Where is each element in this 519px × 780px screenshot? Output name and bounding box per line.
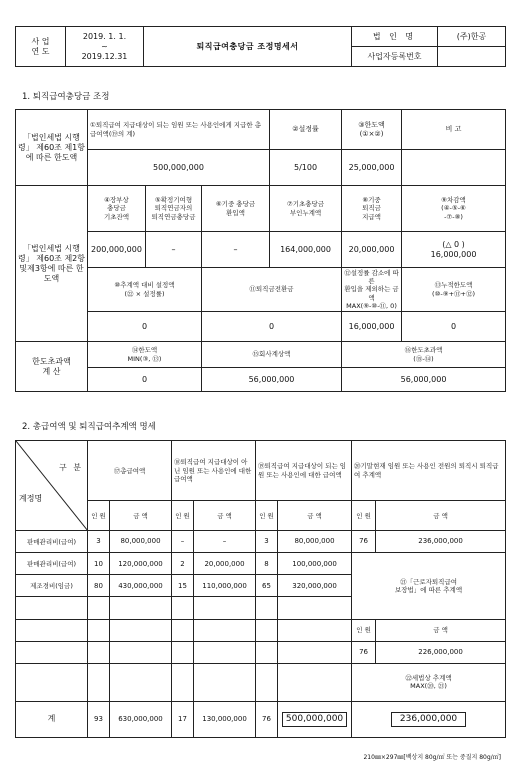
- b-value-13: 0: [402, 312, 506, 342]
- row-c17-people: 3: [88, 531, 110, 553]
- b-header-4: ④장부상 충당금 기초잔액: [88, 186, 146, 232]
- b-value-11: 0: [202, 312, 342, 342]
- corp-name-label: 법 인 명: [352, 27, 438, 47]
- header-table: [15, 26, 506, 67]
- c-value-14: 0: [88, 368, 202, 392]
- row-c18-people: [172, 597, 194, 619]
- table-row: [16, 663, 506, 701]
- b-value-6: –: [202, 232, 270, 268]
- row-c19-people: 8: [256, 553, 278, 575]
- corner-top-label: 구 분: [59, 463, 83, 472]
- c21-header: ㉑「근로자퇴직급여 보장법」에 따른 추계액: [352, 553, 506, 619]
- row-c17-people: 10: [88, 553, 110, 575]
- c-header-14: ⑭한도액 MIN(③, ⑬): [88, 342, 202, 368]
- row-c18-people: 2: [172, 553, 194, 575]
- total-c22-amount: 236,000,000: [391, 712, 466, 727]
- row-c17-amount: [110, 641, 172, 663]
- group-header-17: ⑰총급여액: [88, 441, 172, 501]
- b-header-10: ⑩추계액 대비 설정액 (㉒ × 설정률): [88, 268, 202, 312]
- row-c17-people: [88, 663, 110, 701]
- paper-spec-footer: 210㎜×297㎜[백상지 80g/㎡ 또는 중질지 80g/㎡]: [363, 754, 501, 761]
- row-c18-amount: [194, 597, 256, 619]
- table-row: [16, 619, 506, 641]
- sub-amount-18: 금 액: [194, 501, 256, 531]
- b-value-10: 0: [88, 312, 202, 342]
- b-header-9: ⑨차감액 (④-⑤-⑥ -⑦-⑧): [402, 186, 506, 232]
- row-c19-people: 65: [256, 575, 278, 597]
- row-c18-people: [172, 663, 194, 701]
- section2-table: [15, 440, 506, 738]
- row-c19-amount: 100,000,000: [278, 553, 352, 575]
- period-sep: ~: [101, 41, 108, 51]
- row-account: 판매관리비(급여): [16, 553, 88, 575]
- row-c17-people: 80: [88, 575, 110, 597]
- row-c18-amount: [194, 641, 256, 663]
- sub-people-18: 인 원: [172, 501, 194, 531]
- business-period: [66, 27, 144, 67]
- b-value-8: 20,000,000: [342, 232, 402, 268]
- row-c19-people: [256, 663, 278, 701]
- b-value-12: 16,000,000: [342, 312, 402, 342]
- row-c18-amount: –: [194, 531, 256, 553]
- row-c17-people: [88, 641, 110, 663]
- block-a-col3-value: 25,000,000: [342, 150, 402, 186]
- row-c18-people: [172, 641, 194, 663]
- corner-cell: [16, 441, 88, 531]
- b-value-7: 164,000,000: [270, 232, 342, 268]
- total-c17-amount: 630,000,000: [110, 701, 172, 737]
- c-header-16: ⑯한도초과액 (⑮-⑭): [342, 342, 506, 368]
- business-year-label: 사 업 연 도: [16, 27, 66, 67]
- total-c19-amount-cell: [278, 701, 352, 737]
- group-header-19: ⑲퇴직급여 지급대상이 되는 임원 또는 사용인에 대한 급여액: [256, 441, 352, 501]
- row-c19-amount: 80,000,000: [278, 531, 352, 553]
- c21-sub-people: 인 원: [352, 619, 376, 641]
- corner-diagonal: [16, 441, 88, 531]
- total-c17-people: 93: [88, 701, 110, 737]
- row-account: 판매관리비(급여): [16, 531, 88, 553]
- row-c19-people: 3: [256, 531, 278, 553]
- row-c17-people: [88, 619, 110, 641]
- group-header-20: ⑳기말현재 임원 또는 사용인 전원의 퇴직시 퇴직급여 추계액: [352, 441, 506, 501]
- row-c17-amount: 430,000,000: [110, 575, 172, 597]
- block-a-col1-value: 500,000,000: [88, 150, 270, 186]
- sub-people-19: 인 원: [256, 501, 278, 531]
- row-c17-amount: 120,000,000: [110, 553, 172, 575]
- row-c19-people: [256, 619, 278, 641]
- total-c18-amount: 130,000,000: [194, 701, 256, 737]
- c-header-15: ⑮회사계상액: [202, 342, 342, 368]
- row-account: 제조경비(임금): [16, 575, 88, 597]
- total-c19-amount: 500,000,000: [282, 712, 347, 727]
- c20-people: 76: [352, 531, 376, 553]
- row-account: [16, 619, 88, 641]
- period-end: 2019.12.31: [81, 51, 128, 61]
- block-a-col2-value: 5/100: [270, 150, 342, 186]
- block-a-col3-header: ③한도액 (①×②): [342, 110, 402, 150]
- b-header-6: ⑥기중 충당금 환입액: [202, 186, 270, 232]
- row-c18-people: –: [172, 531, 194, 553]
- row-c18-people: [172, 619, 194, 641]
- table-row: [16, 641, 506, 663]
- block-a-col2-header: ②설정률: [270, 110, 342, 150]
- row-c19-amount: [278, 619, 352, 641]
- row-c19-amount: [278, 663, 352, 701]
- row-c18-amount: [194, 619, 256, 641]
- c-value-15: 56,000,000: [202, 368, 342, 392]
- section1-title: 1. 퇴직급여충당금 조정: [22, 92, 110, 102]
- sub-amount-19: 금 액: [278, 501, 352, 531]
- sub-amount-20: 금 액: [376, 501, 506, 531]
- total-c18-people: 17: [172, 701, 194, 737]
- row-c18-amount: [194, 663, 256, 701]
- c21-amount: 226,000,000: [376, 641, 506, 663]
- section2-title: 2. 총급여액 및 퇴직급여추계액 명세: [22, 422, 156, 432]
- b-header-12: ⑫설정률 감소에 따른 환입을 제외하는 금액 MAX(⑨-⑩-⑪, 0): [342, 268, 402, 312]
- b-header-7: ⑦기초충당금 부인누계액: [270, 186, 342, 232]
- row-c17-amount: [110, 663, 172, 701]
- corner-bottom-label: 계정명: [19, 494, 43, 504]
- c21-sub-amount: 금 액: [376, 619, 506, 641]
- block-a-label: 「법인세법 시행령」 제60조 제1항에 따른 한도액: [16, 110, 88, 186]
- row-c17-amount: [110, 619, 172, 641]
- total-label: 계: [16, 701, 88, 737]
- total-c19-people: 76: [256, 701, 278, 737]
- block-b-label: 「법인세법 시행령」 제60조 제2항및제3항에 따른 한도액: [16, 186, 88, 342]
- period-start: 2019. 1. 1.: [82, 31, 127, 41]
- row-c17-amount: 80,000,000: [110, 531, 172, 553]
- group-header-18: ⑱퇴직급여 지급대상이 아닌 임원 또는 사용인에 대한 급여액: [172, 441, 256, 501]
- page-title: 퇴직급여충당금 조정명세서: [144, 27, 352, 67]
- reg-no-label: 사업자등록번호: [352, 47, 438, 67]
- row-c17-amount: [110, 597, 172, 619]
- row-account: [16, 663, 88, 701]
- block-a-col4-header: 비 고: [402, 110, 506, 150]
- b-header-8: ⑧기중 퇴직금 지급액: [342, 186, 402, 232]
- row-c18-people: 15: [172, 575, 194, 597]
- corp-name-value: (주)한공: [438, 27, 506, 47]
- c-value-16: 56,000,000: [342, 368, 506, 392]
- block-a-col4-value: [402, 150, 506, 186]
- row-c19-people: [256, 641, 278, 663]
- row-c18-amount: 20,000,000: [194, 553, 256, 575]
- b-value-9: (△ 0 ) 16,000,000: [402, 232, 506, 268]
- total-row: [16, 701, 506, 737]
- c22-header: ㉒세법상 추계액 MAX(⑳, ㉑): [352, 663, 506, 701]
- row-c18-amount: 110,000,000: [194, 575, 256, 597]
- row-account: [16, 641, 88, 663]
- section1-table: [15, 109, 506, 392]
- b-value-4: 200,000,000: [88, 232, 146, 268]
- b-header-5: ⑤확정기여형 퇴직연금자의 퇴직연금충당금: [146, 186, 202, 232]
- block-c-label: 한도초과액 계 산: [16, 342, 88, 392]
- b-header-11: ⑪퇴직금전환금: [202, 268, 342, 312]
- c20-amount: 236,000,000: [376, 531, 506, 553]
- sub-people-17: 인 원: [88, 501, 110, 531]
- block-a-col1-header: ①퇴직급여 지급대상이 되는 임원 또는 사용인에게 지급한 총급여액(⑲의 계): [88, 110, 270, 150]
- row-account: [16, 597, 88, 619]
- b-header-13: ⑬누적한도액 (⑩-⑨+⑪+⑫): [402, 268, 506, 312]
- sub-amount-17: 금 액: [110, 501, 172, 531]
- row-c17-people: [88, 597, 110, 619]
- reg-no-value: [438, 47, 506, 67]
- table-row: [16, 553, 506, 575]
- sub-people-20: 인 원: [352, 501, 376, 531]
- row-c19-amount: [278, 641, 352, 663]
- total-c22-cell: [352, 701, 506, 737]
- b-value-5: –: [146, 232, 202, 268]
- row-c19-people: [256, 597, 278, 619]
- row-c19-amount: [278, 597, 352, 619]
- table-row: [16, 531, 506, 553]
- c21-people: 76: [352, 641, 376, 663]
- row-c19-amount: 320,000,000: [278, 575, 352, 597]
